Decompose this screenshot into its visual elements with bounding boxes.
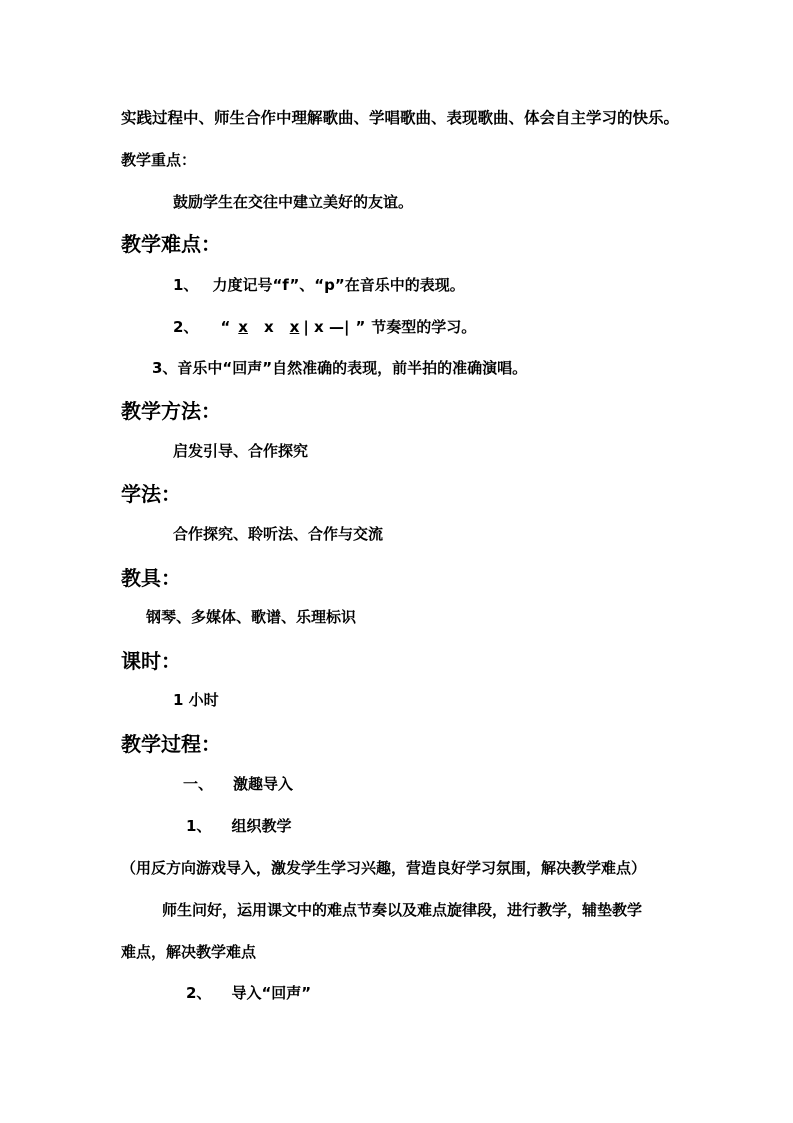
- paragraph-text: 师生问好，运用课文中的难点节奏以及难点旋律段，进行教学，辅垫教学: [162, 901, 643, 919]
- key-points-text: 鼓励学生在交往中建立美好的友谊。: [173, 193, 414, 211]
- heading-method: 教学方法：: [121, 399, 221, 423]
- rhythm-note: x: [289, 318, 300, 336]
- heading-process: 教学过程：: [121, 732, 221, 756]
- list-item-3: 3、音乐中“回声”自然准确的表现，前半拍的准确演唱。: [152, 359, 528, 377]
- learning-method-text: 合作探究、聆听法、合作与交流: [173, 525, 384, 543]
- process-substep-1: [186, 816, 291, 836]
- section-label-key-points: 教学重点：: [121, 151, 197, 169]
- step-number: 一、: [183, 775, 214, 793]
- list-text: 节奏型的学习。: [371, 318, 477, 336]
- heading-difficulties: 教学难点：: [121, 232, 221, 256]
- rhythm-note: x: [263, 318, 274, 336]
- heading-teaching-aids: 教具：: [121, 566, 181, 590]
- step-text: 激趣导入: [233, 775, 294, 793]
- duration-text: 1 小时: [173, 691, 219, 709]
- step-number: 2、: [186, 984, 212, 1002]
- heading-learning-method: 学法：: [121, 482, 181, 506]
- teaching-aids-text: 钢琴、多媒体、歌谱、乐理标识: [146, 608, 357, 626]
- list-text: 力度记号“f”、“p”在音乐中的表现。: [212, 276, 465, 294]
- rhythm-note: x: [238, 318, 248, 336]
- list-item-1: [173, 275, 465, 295]
- process-substep-2: [186, 983, 311, 1003]
- list-item-2: [173, 317, 476, 337]
- step-text: 组织教学: [231, 817, 292, 835]
- heading-duration: 课时：: [121, 649, 181, 673]
- list-number: 1、: [173, 276, 199, 294]
- method-text: 启发引导、合作探究: [173, 442, 309, 460]
- step-number: 1、: [186, 817, 212, 835]
- list-number: 2、: [173, 318, 199, 336]
- quote-open: “: [220, 318, 231, 336]
- step-text: 导入“回声”: [231, 984, 312, 1002]
- paragraph-text: 实践过程中、师生合作中理解歌曲、学唱歌曲、表现歌曲、体会自主学习的快乐。: [121, 109, 680, 127]
- quote-close: ”: [355, 318, 366, 336]
- paragraph-text: 难点，解决教学难点: [121, 943, 257, 961]
- note-text: （用反方向游戏导入，激发学生学习兴趣，营造良好学习氛围，解决教学难点）: [121, 859, 647, 877]
- process-step-1: [183, 774, 293, 794]
- rhythm-bar: | x —|: [303, 318, 350, 336]
